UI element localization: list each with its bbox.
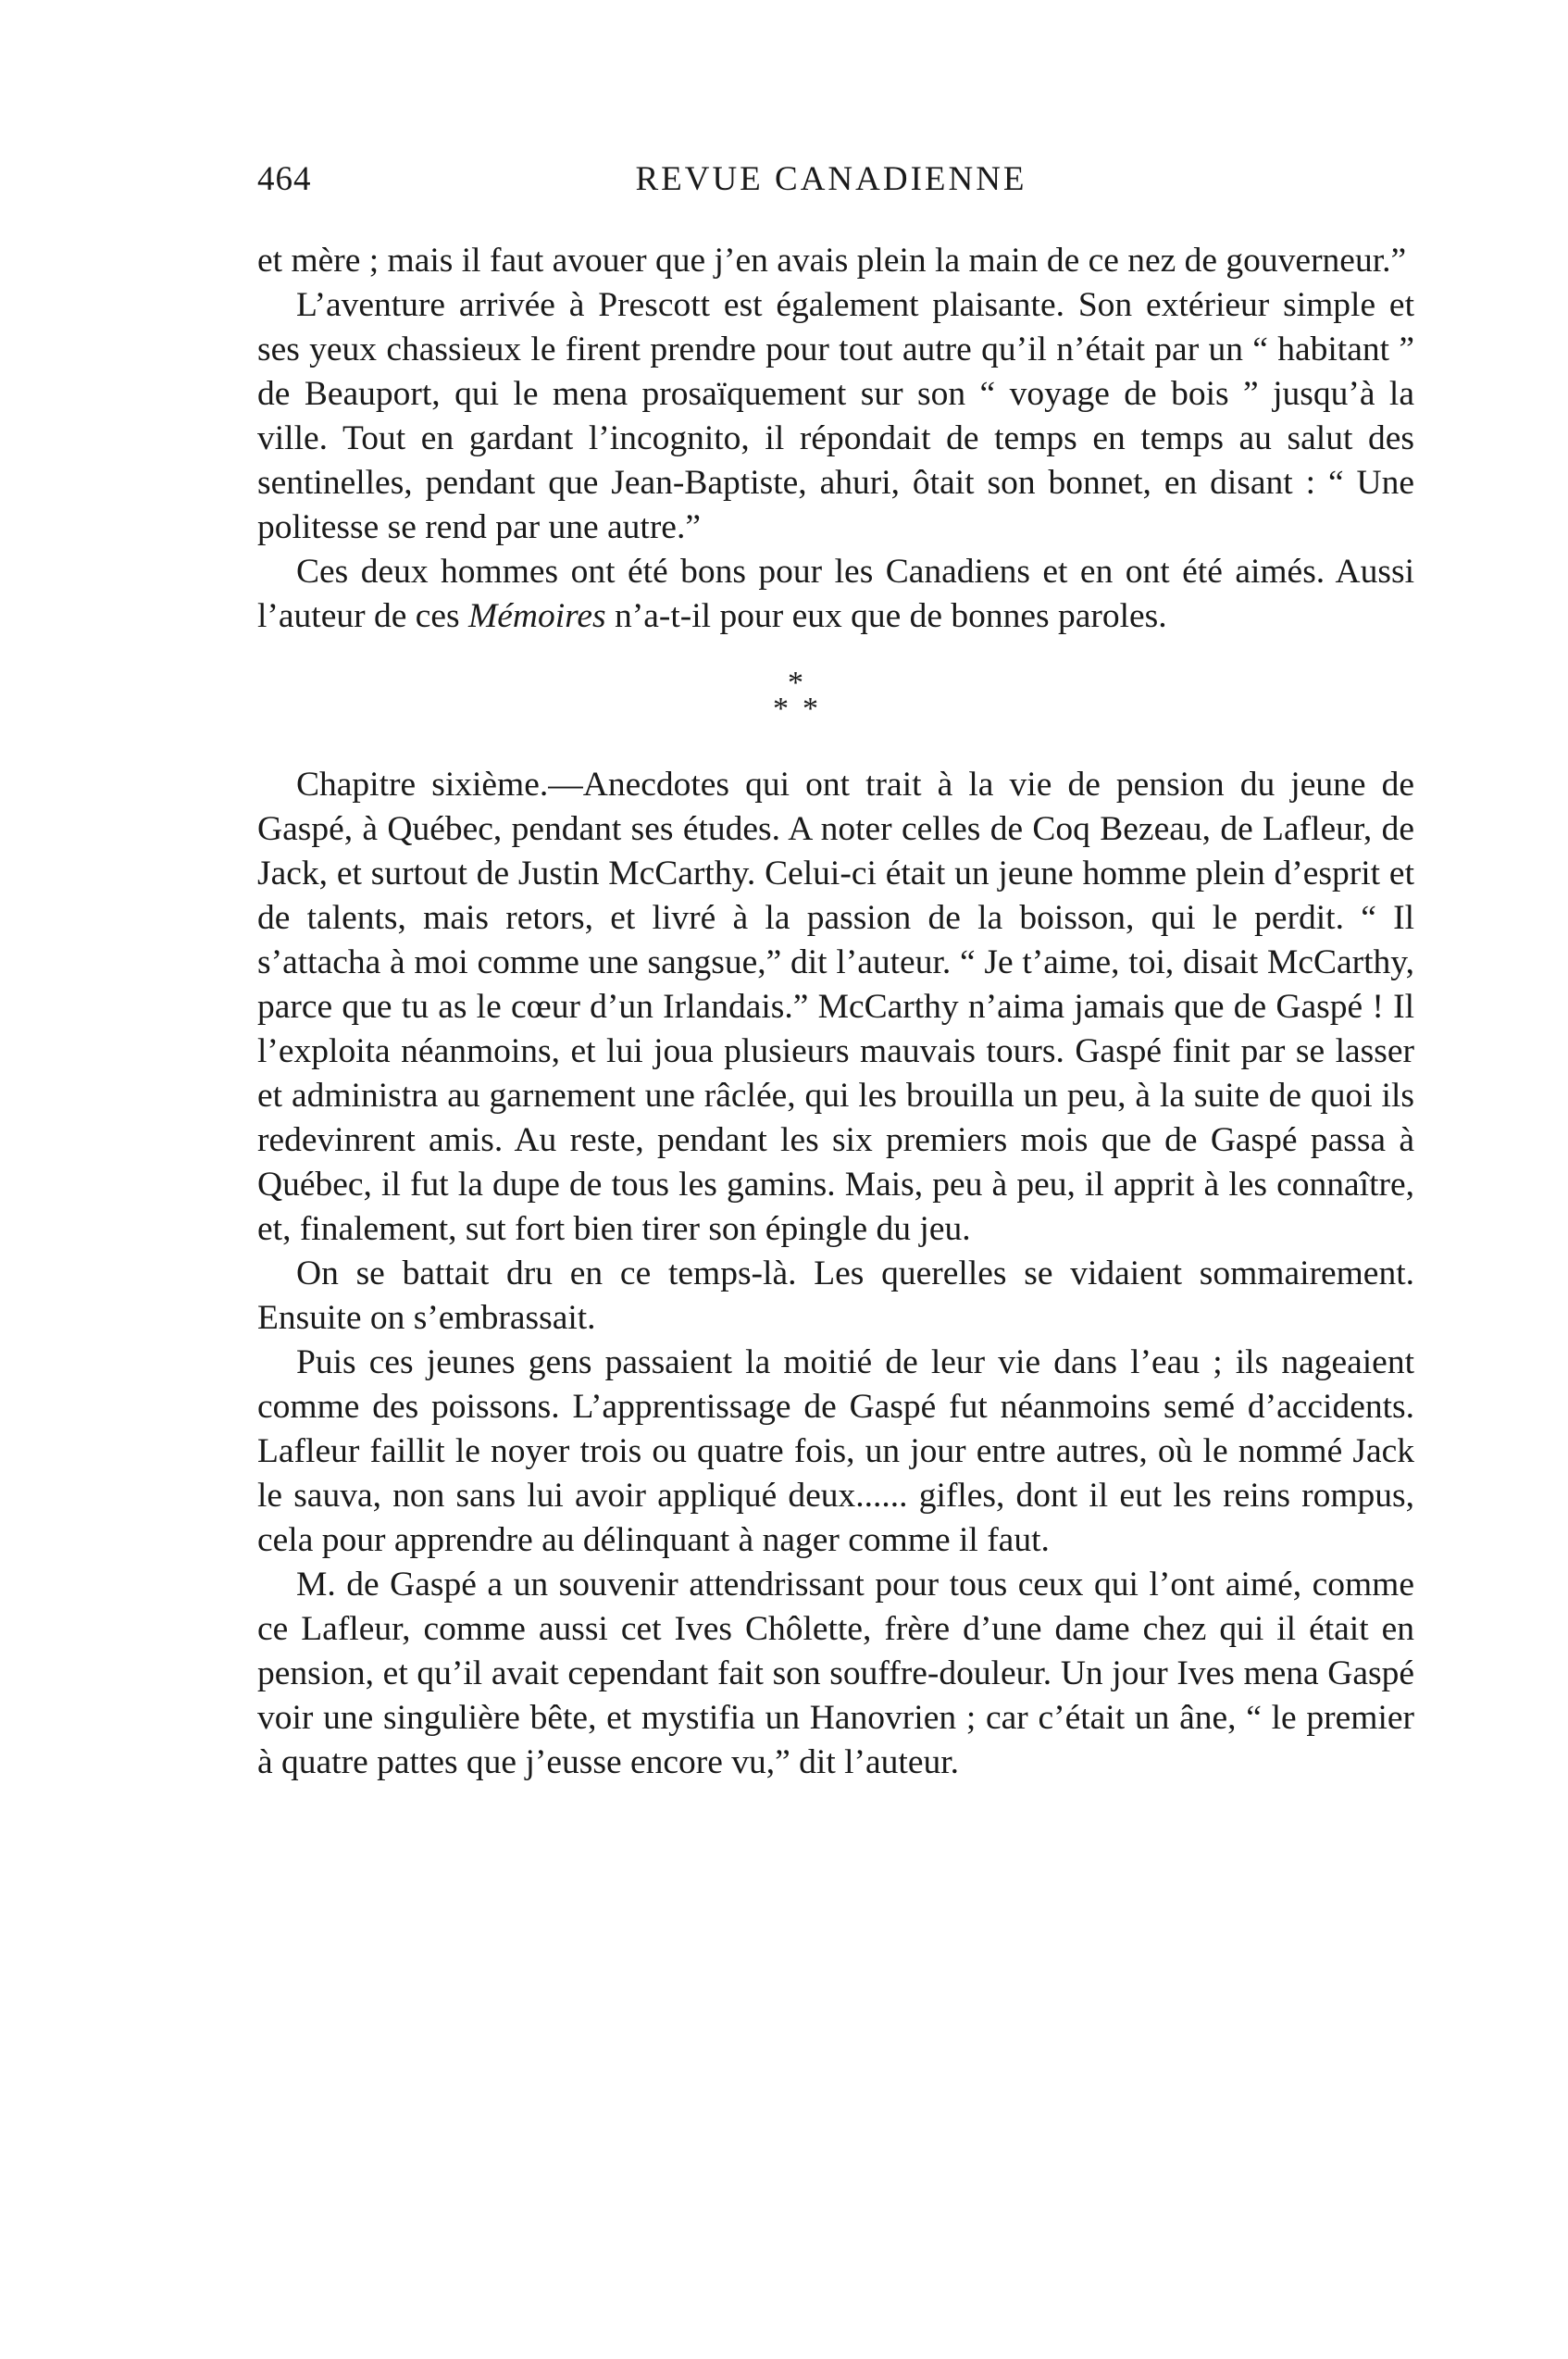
paragraph-continued: et mère ; mais il faut avouer que j’en avais plein la main de ce nez de gouverneur.” [257,242,1407,280]
asterisk: * [773,692,789,726]
page-number: 464 [257,160,312,198]
asterisk: * [803,692,818,726]
paragraph: Chapitre sixième.—Anecdotes qui ont trait à la vie de pension du jeune de Gaspé, à Québec, pendant ses études. A noter celles de Coq Bezeau, de Lafleur, de Jack, et surtout de Justin McCarthy. Celui-ci était un jeune homme plein d’esprit et de talents, mais retors, et livré à la passion de la boisson, qui le perdit. “ Il s’attacha à moi comme une sangsue,” dit l’auteur. “ Je t’aime, toi, disait McCarthy, parce que tu as le cœur d’un Irlandais.” McCarthy n’aima jamais que de Gaspé ! Il l’exploita néanmoins, et lui joua plusieurs mauvais tours. Gaspé finit par se lasser et administra au garnement une râclée, qui les brouilla un peu, à la suite de quoi ils redevinrent amis. Au reste, pendant les six premiers mois que de Gaspé passa à Québec, il fut la dupe de tous les gamins. Mais, peu à peu, il apprit à les connaître, et, finalement, sut fort bien tirer son épingle du jeu. [257,766,1414,1248]
paragraph: On se battait dru en ce temps-là. Les querelles se vidaient sommairement. Ensuite on s’embrassait. [257,1254,1414,1337]
running-title: REVUE CANADIENNE [635,160,1027,198]
paragraph: M. de Gaspé a un souvenir attendrissant pour tous ceux qui l’ont aimé, comme ce Lafleur, comme aussi cet Ives Chôlette, frère d’une dame chez qui il était en pension, et qu’il avait cependant fait son souffre-douleur. Un jour Ives mena Gaspé voir une singulière bête, et mystifia un Hanovrien ; car c’était un âne, “ le premier à quatre pattes que j’eusse encore vu,” dit l’auteur. [257,1566,1414,1781]
asterisk: * [788,666,803,700]
page-body [257,239,1414,1785]
paragraph: L’aventure arrivée à Prescott est également plaisante. Son extérieur simple et ses yeux chassieux le firent prendre pour tout autre qu’il n’était par un “ habitant ” de Beauport, qui le mena prosaïquement sur son “ voyage de bois ” jusqu’à la ville. Tout en gardant l’incognito, il répondait de temps en temps au salut des sentinelles, pendant que Jean-Baptiste, ahuri, ôtait son bonnet, en disant : “ Une politesse se rend par une autre.” [257,286,1414,546]
paragraph-text: n’a-t-il pour eux que de bonnes paroles. [605,597,1167,635]
section-break-asterism [257,657,1414,750]
book-title-italic: Mémoires [468,597,606,635]
page-header [257,159,1322,211]
paragraph: Puis ces jeunes gens passaient la moitié de leur vie dans l’eau ; ils nageaient comme des poissons. L’apprentissage de Gaspé fut néanmoins semé d’accidents. Lafleur faillit le noyer trois ou quatre fois, un jour entre autres, où le nommé Jack le sauva, non sans lui avoir appliqué deux...... gifles, dont il eut les reins rompus, cela pour apprendre au délinquant à nager comme il faut. [257,1343,1414,1559]
paragraph [257,550,1414,639]
paragraph-text: Ces deux hommes ont été bons pour les Canadiens et en ont été aimés. Aussi l’auteur de ces [257,553,1414,635]
